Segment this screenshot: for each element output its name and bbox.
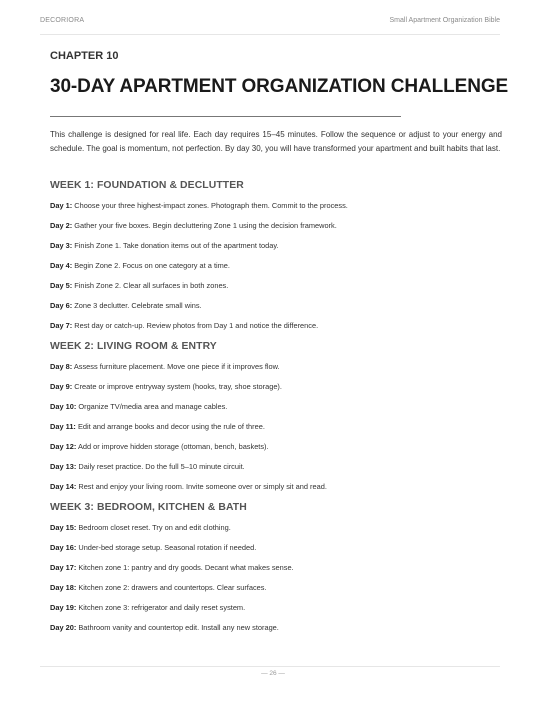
header-brand: DECORIORA [40, 17, 85, 24]
day-item [50, 523, 502, 543]
week-heading: WEEK 3: BEDROOM, KITCHEN & BATH [50, 502, 247, 513]
day-item [50, 221, 502, 241]
day-text: Kitchen zone 3: refrigerator and daily reset system. [78, 603, 246, 612]
day-text: Finish Zone 1. Take donation items out of the apartment today. [74, 241, 279, 250]
day-label: Day 7: [50, 321, 73, 330]
header-book-title: Small Apartment Organization Bible [389, 17, 500, 24]
day-text: Assess furniture placement. Move one piece if it improves flow. [73, 362, 280, 371]
day-item [50, 603, 502, 623]
day-text: Bathroom vanity and countertop edit. Install any new storage. [78, 623, 279, 632]
day-label: Day 9: [50, 382, 73, 391]
chapter-label: CHAPTER 10 [50, 50, 119, 62]
day-label: Day 6: [50, 301, 73, 310]
footer-divider [40, 666, 500, 667]
intro-paragraph: This challenge is designed for real life. Each day requires 15–45 minutes. Follow the sequence or adjust to your energy and schedule. The goal is momentum, not perfection. By day 30, you will have transformed your apartment and built habits that last. [50, 130, 502, 153]
day-label: Day 16: [50, 543, 77, 552]
day-label: Day 15: [50, 523, 77, 532]
day-text: Kitchen zone 1: pantry and dry goods. Decant what makes sense. [78, 563, 294, 572]
day-item [50, 422, 502, 442]
day-label: Day 12: [50, 442, 77, 451]
day-text: Bedroom closet reset. Try on and edit clothing. [78, 523, 231, 532]
day-item [50, 362, 502, 382]
day-text: Create or improve entryway system (hooks, tray, shoe storage). [74, 382, 282, 391]
day-item [50, 462, 502, 482]
title-divider [50, 116, 401, 117]
day-item [50, 201, 502, 221]
day-text: Edit and arrange books and decor using the rule of three. [77, 422, 265, 431]
day-item [50, 563, 502, 583]
day-label: Day 11: [50, 422, 76, 431]
day-label: Day 17: [50, 563, 77, 572]
day-label: Day 10: [50, 402, 77, 411]
week-heading: WEEK 2: LIVING ROOM & ENTRY [50, 341, 217, 352]
day-item [50, 382, 502, 402]
day-item [50, 301, 502, 321]
page-number: — 26 — [261, 670, 285, 677]
day-text: Finish Zone 2. Clear all surfaces in both zones. [74, 281, 229, 290]
day-label: Day 13: [50, 462, 77, 471]
day-label: Day 20: [50, 623, 77, 632]
day-label: Day 19: [50, 603, 77, 612]
day-item [50, 321, 502, 341]
day-item [50, 583, 502, 603]
day-text: Rest and enjoy your living room. Invite someone over or simply sit and read. [78, 482, 327, 491]
day-item [50, 442, 502, 462]
day-text: Daily reset practice. Do the full 5–10 minute circuit. [78, 462, 245, 471]
day-label: Day 4: [50, 261, 73, 270]
day-text: Begin Zone 2. Focus on one category at a time. [74, 261, 230, 270]
day-item [50, 402, 502, 422]
day-text: Zone 3 declutter. Celebrate small wins. [74, 301, 202, 310]
day-item [50, 482, 502, 502]
day-item [50, 261, 502, 281]
day-text: Rest day or catch-up. Review photos from Day 1 and notice the difference. [74, 321, 319, 330]
page-title: 30-DAY APARTMENT ORGANIZATION CHALLENGE [50, 76, 509, 97]
day-item [50, 543, 502, 563]
day-text: Under-bed storage setup. Seasonal rotation if needed. [78, 543, 257, 552]
day-label: Day 14: [50, 482, 77, 491]
day-text: Gather your five boxes. Begin decluttering Zone 1 using the decision framework. [74, 221, 337, 230]
day-text: Add or improve hidden storage (ottoman, bench, baskets). [77, 442, 269, 451]
challenge-content [50, 180, 502, 643]
day-text: Choose your three highest-impact zones. Photograph them. Commit to the process. [74, 201, 348, 210]
day-label: Day 8: [50, 362, 73, 371]
day-label: Day 1: [50, 201, 73, 210]
header-divider [40, 34, 500, 35]
day-label: Day 5: [50, 281, 73, 290]
day-text: Kitchen zone 2: drawers and countertops. Clear surfaces. [78, 583, 267, 592]
day-item [50, 623, 502, 643]
day-label: Day 18: [50, 583, 77, 592]
day-label: Day 3: [50, 241, 73, 250]
week-heading: WEEK 1: FOUNDATION & DECLUTTER [50, 180, 244, 191]
day-item [50, 241, 502, 261]
day-text: Organize TV/media area and manage cables. [78, 402, 228, 411]
day-item [50, 281, 502, 301]
day-label: Day 2: [50, 221, 73, 230]
